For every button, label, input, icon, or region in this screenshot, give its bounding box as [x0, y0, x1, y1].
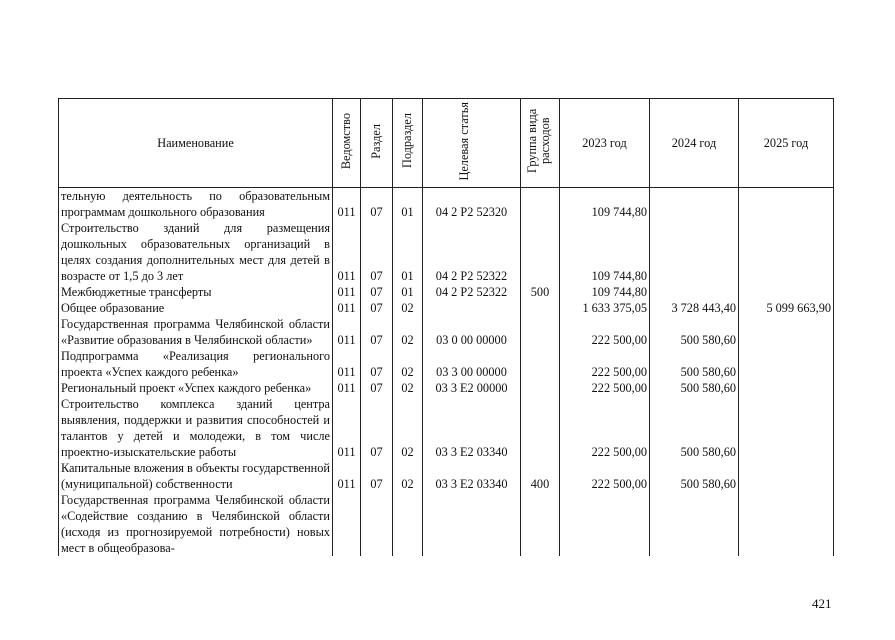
row-amount-2024: 500 580,60	[650, 460, 739, 492]
row-expense-group	[521, 316, 560, 348]
header-year-2023: 2023 год	[560, 99, 650, 188]
budget-table	[58, 98, 834, 556]
row-amount-2025	[739, 460, 834, 492]
header-year-2025: 2025 год	[739, 99, 834, 188]
row-ministry: 011	[333, 316, 361, 348]
row-expense-group: 400	[521, 460, 560, 492]
row-target-article: 03 3 00 00000	[423, 348, 521, 380]
table-row	[59, 380, 834, 396]
row-amount-2023: 222 500,00	[560, 460, 650, 492]
row-amount-2025	[739, 220, 834, 284]
row-amount-2023: 222 500,00	[560, 316, 650, 348]
row-section: 07	[361, 316, 393, 348]
row-expense-group	[521, 188, 560, 221]
row-section: 07	[361, 300, 393, 316]
row-amount-2025	[739, 492, 834, 556]
header-subsection: Подраздел	[393, 99, 423, 188]
row-subsection: 01	[393, 284, 423, 300]
header-target-article: Целевая статья	[423, 99, 521, 188]
row-ministry: 011	[333, 380, 361, 396]
row-amount-2023: 222 500,00	[560, 348, 650, 380]
row-section: 07	[361, 396, 393, 460]
row-section: 07	[361, 380, 393, 396]
row-subsection: 01	[393, 188, 423, 221]
table-row	[59, 396, 834, 460]
row-section	[361, 492, 393, 556]
row-subsection: 02	[393, 316, 423, 348]
row-subsection: 02	[393, 396, 423, 460]
row-amount-2024: 500 580,60	[650, 348, 739, 380]
table-row	[59, 460, 834, 492]
row-ministry: 011	[333, 284, 361, 300]
row-expense-group	[521, 396, 560, 460]
row-expense-group	[521, 220, 560, 284]
row-subsection: 02	[393, 380, 423, 396]
row-target-article: 04 2 Р2 52322	[423, 284, 521, 300]
row-ministry: 011	[333, 188, 361, 221]
row-amount-2025	[739, 316, 834, 348]
row-name: Межбюджетные трансферты	[59, 284, 333, 300]
row-subsection	[393, 492, 423, 556]
header-name: Наименование	[59, 99, 333, 188]
header-ministry: Ведомство	[333, 99, 361, 188]
row-amount-2024: 3 728 443,40	[650, 300, 739, 316]
row-subsection: 01	[393, 220, 423, 284]
table-row	[59, 348, 834, 380]
row-amount-2023: 109 744,80	[560, 284, 650, 300]
row-name: Строительство зданий для размещения дошкольных образовательных организаций в целях создания дополнительных мест для детей в возрасте от 1,5 до 3 лет	[59, 220, 333, 284]
table-row	[59, 284, 834, 300]
row-target-article	[423, 492, 521, 556]
row-section: 07	[361, 348, 393, 380]
row-amount-2025: 5 099 663,90	[739, 300, 834, 316]
row-subsection: 02	[393, 300, 423, 316]
header-year-2024: 2024 год	[650, 99, 739, 188]
row-target-article: 04 2 Р2 52320	[423, 188, 521, 221]
table-row	[59, 300, 834, 316]
row-amount-2023: 1 633 375,05	[560, 300, 650, 316]
row-section: 07	[361, 188, 393, 221]
row-amount-2023	[560, 492, 650, 556]
header-row	[59, 99, 834, 188]
row-ministry	[333, 492, 361, 556]
row-amount-2024: 500 580,60	[650, 380, 739, 396]
row-subsection: 02	[393, 348, 423, 380]
row-section: 07	[361, 220, 393, 284]
table-row	[59, 492, 834, 556]
row-amount-2024: 500 580,60	[650, 396, 739, 460]
row-ministry: 011	[333, 460, 361, 492]
row-target-article: 04 2 Р2 52322	[423, 220, 521, 284]
row-name: Подпрограмма «Реализация регионального проекта «Успех каждого ребенка»	[59, 348, 333, 380]
table-row	[59, 316, 834, 348]
table-row	[59, 220, 834, 284]
row-name: Региональный проект «Успех каждого ребенка»	[59, 380, 333, 396]
row-name: Государственная программа Челябинской области «Развитие образования в Челябинской области»	[59, 316, 333, 348]
row-target-article: 03 3 Е2 03340	[423, 396, 521, 460]
row-expense-group: 500	[521, 284, 560, 300]
row-amount-2024	[650, 492, 739, 556]
page-number: 421	[812, 596, 832, 611]
row-target-article	[423, 300, 521, 316]
row-expense-group	[521, 348, 560, 380]
row-name: Государственная программа Челябинской области «Содействие созданию в Челябинской области (исходя из прогнозируемой потребности) новых мест в общеобразова-	[59, 492, 333, 556]
row-name: Общее образование	[59, 300, 333, 316]
header-section: Раздел	[361, 99, 393, 188]
row-amount-2025	[739, 284, 834, 300]
row-ministry: 011	[333, 300, 361, 316]
row-amount-2024	[650, 284, 739, 300]
row-amount-2025	[739, 396, 834, 460]
row-target-article: 03 3 Е2 00000	[423, 380, 521, 396]
row-target-article: 03 0 00 00000	[423, 316, 521, 348]
row-amount-2023: 109 744,80	[560, 188, 650, 221]
row-section: 07	[361, 284, 393, 300]
row-amount-2023: 109 744,80	[560, 220, 650, 284]
row-amount-2023: 222 500,00	[560, 380, 650, 396]
row-ministry: 011	[333, 348, 361, 380]
row-subsection: 02	[393, 460, 423, 492]
row-name: Строительство комплекса зданий центра выявления, поддержки и развития способностей и талантов у детей и молодежи, в том числе проектно-изыскательские работы	[59, 396, 333, 460]
row-expense-group	[521, 492, 560, 556]
row-amount-2025	[739, 188, 834, 221]
row-amount-2024: 500 580,60	[650, 316, 739, 348]
row-name: тельную деятельность по образовательным программам дошкольного образования	[59, 188, 333, 221]
row-expense-group	[521, 380, 560, 396]
row-ministry: 011	[333, 396, 361, 460]
row-name: Капитальные вложения в объекты государственной (муниципальной) собственности	[59, 460, 333, 492]
row-section: 07	[361, 460, 393, 492]
row-amount-2025	[739, 348, 834, 380]
row-amount-2024	[650, 220, 739, 284]
row-amount-2023: 222 500,00	[560, 396, 650, 460]
row-expense-group	[521, 300, 560, 316]
row-amount-2025	[739, 380, 834, 396]
header-expense-group: Группа вида расходов	[521, 99, 560, 188]
row-target-article: 03 3 Е2 03340	[423, 460, 521, 492]
row-amount-2024	[650, 188, 739, 221]
row-ministry: 011	[333, 220, 361, 284]
table-row	[59, 188, 834, 221]
